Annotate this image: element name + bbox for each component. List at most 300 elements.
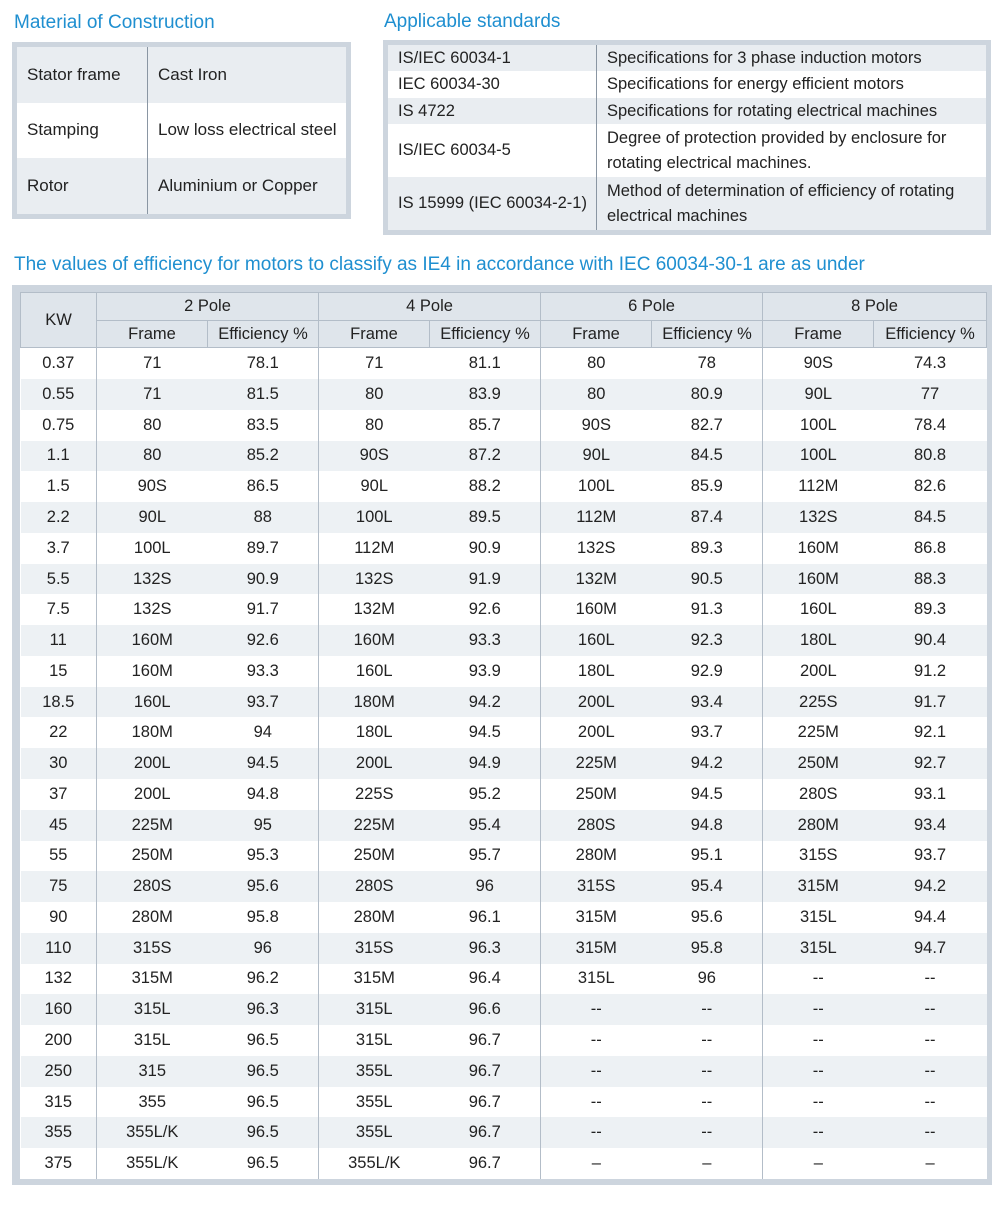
- frame-cell: 280S: [319, 871, 430, 902]
- frame-cell: --: [541, 1117, 652, 1148]
- kw-cell: 0.55: [21, 379, 97, 410]
- frame-cell: 90S: [763, 348, 874, 380]
- table-row: [21, 1087, 987, 1118]
- efficiency-cell: 81.1: [430, 348, 541, 380]
- kw-cell: 355: [21, 1117, 97, 1148]
- frame-cell: 71: [97, 379, 208, 410]
- efficiency-cell: 94.2: [430, 687, 541, 718]
- frame-cell: 112M: [763, 471, 874, 502]
- efficiency-header: Efficiency %: [208, 321, 319, 348]
- efficiency-cell: --: [652, 1117, 763, 1148]
- kw-cell: 110: [21, 933, 97, 964]
- frame-cell: 250M: [97, 841, 208, 872]
- frame-cell: 315L: [541, 964, 652, 995]
- efficiency-cell: –: [874, 1148, 987, 1179]
- table-row: [21, 687, 987, 718]
- standards-row: [388, 71, 986, 97]
- efficiency-cell: 94.9: [430, 748, 541, 779]
- efficiency-cell: 85.2: [208, 441, 319, 472]
- kw-cell: 250: [21, 1056, 97, 1087]
- standard-description: Method of determination of efficiency of rotating electrical machines: [597, 177, 987, 230]
- frame-cell: 80: [319, 410, 430, 441]
- frame-cell: 315M: [97, 964, 208, 995]
- frame-header: Frame: [97, 321, 208, 348]
- efficiency-table-frame: [12, 285, 992, 1185]
- frame-cell: 100L: [319, 502, 430, 533]
- efficiency-cell: 84.5: [874, 502, 987, 533]
- efficiency-cell: 88.2: [430, 471, 541, 502]
- frame-cell: 160M: [319, 625, 430, 656]
- frame-cell: 200L: [97, 779, 208, 810]
- material-table-frame: [12, 42, 351, 219]
- kw-cell: 75: [21, 871, 97, 902]
- efficiency-cell: 87.4: [652, 502, 763, 533]
- material-value: Low loss electrical steel: [158, 120, 337, 140]
- kw-cell: 45: [21, 810, 97, 841]
- efficiency-cell: 92.1: [874, 717, 987, 748]
- table-row: [21, 779, 987, 810]
- efficiency-cell: 85.7: [430, 410, 541, 441]
- efficiency-cell: 96.5: [208, 1148, 319, 1179]
- standard-description: Specifications for rotating electrical machines: [597, 98, 987, 124]
- kw-cell: 375: [21, 1148, 97, 1179]
- efficiency-cell: 93.3: [208, 656, 319, 687]
- frame-cell: 315M: [541, 902, 652, 933]
- frame-cell: –: [541, 1148, 652, 1179]
- frame-cell: 315M: [541, 933, 652, 964]
- frame-cell: 355L: [319, 1056, 430, 1087]
- efficiency-cell: 94.5: [430, 717, 541, 748]
- frame-cell: 200L: [541, 687, 652, 718]
- standards-row: [388, 98, 986, 124]
- kw-cell: 18.5: [21, 687, 97, 718]
- kw-cell: 315: [21, 1087, 97, 1118]
- frame-cell: 315M: [763, 871, 874, 902]
- frame-cell: 132S: [97, 564, 208, 595]
- frame-cell: 315: [97, 1056, 208, 1087]
- frame-cell: 132S: [763, 502, 874, 533]
- frame-cell: 315L: [319, 1025, 430, 1056]
- table-row: [21, 564, 987, 595]
- table-row: [21, 810, 987, 841]
- frame-cell: 160L: [541, 625, 652, 656]
- efficiency-cell: --: [874, 1025, 987, 1056]
- frame-cell: 200L: [97, 748, 208, 779]
- table-row: [21, 1056, 987, 1087]
- efficiency-cell: 96.3: [208, 994, 319, 1025]
- frame-cell: 160L: [763, 594, 874, 625]
- standard-code: IS 15999 (IEC 60034-2-1): [388, 177, 597, 230]
- efficiency-cell: 96: [208, 933, 319, 964]
- efficiency-cell: 96.5: [208, 1025, 319, 1056]
- standard-description: Specifications for energy efficient motors: [607, 75, 904, 94]
- frame-cell: 315S: [541, 871, 652, 902]
- frame-cell: 90S: [97, 471, 208, 502]
- efficiency-cell: 95.3: [208, 841, 319, 872]
- standards-row: [388, 124, 986, 177]
- efficiency-cell: 95.7: [430, 841, 541, 872]
- frame-cell: 132S: [541, 533, 652, 564]
- material-table: [17, 47, 346, 214]
- frame-cell: 100L: [541, 471, 652, 502]
- efficiency-cell: 93.1: [874, 779, 987, 810]
- efficiency-cell: 94: [208, 717, 319, 748]
- frame-cell: 132M: [319, 594, 430, 625]
- frame-cell: 225S: [763, 687, 874, 718]
- efficiency-cell: --: [652, 1087, 763, 1118]
- material-value: Aluminium or Copper: [148, 158, 347, 214]
- frame-cell: 315L: [97, 994, 208, 1025]
- frame-cell: 225M: [97, 810, 208, 841]
- efficiency-cell: 93.9: [430, 656, 541, 687]
- frame-cell: 100L: [763, 441, 874, 472]
- efficiency-cell: 90.4: [874, 625, 987, 656]
- frame-cell: 355L: [319, 1087, 430, 1118]
- efficiency-cell: 90.5: [652, 564, 763, 595]
- efficiency-cell: 90.9: [208, 564, 319, 595]
- frame-cell: 132S: [97, 594, 208, 625]
- material-row: [17, 47, 346, 103]
- efficiency-cell: 89.3: [652, 533, 763, 564]
- efficiency-cell: --: [874, 1056, 987, 1087]
- frame-cell: 160M: [541, 594, 652, 625]
- frame-cell: 280S: [97, 871, 208, 902]
- efficiency-cell: 89.7: [208, 533, 319, 564]
- efficiency-cell: 96.7: [430, 1025, 541, 1056]
- frame-cell: 250M: [541, 779, 652, 810]
- material-row: [17, 103, 346, 159]
- frame-cell: 160M: [763, 533, 874, 564]
- efficiency-cell: 96.5: [208, 1117, 319, 1148]
- efficiency-cell: 95.2: [430, 779, 541, 810]
- material-part: Stator frame: [17, 47, 148, 103]
- efficiency-cell: 77: [874, 379, 987, 410]
- frame-cell: --: [763, 1087, 874, 1118]
- frame-cell: --: [541, 1056, 652, 1087]
- frame-cell: 315S: [97, 933, 208, 964]
- efficiency-cell: 95: [208, 810, 319, 841]
- frame-cell: 160L: [319, 656, 430, 687]
- frame-cell: 160M: [763, 564, 874, 595]
- efficiency-cell: 83.5: [208, 410, 319, 441]
- efficiency-header: Efficiency %: [430, 321, 541, 348]
- efficiency-header: Efficiency %: [652, 321, 763, 348]
- pole-group-header: 6 Pole: [541, 293, 763, 321]
- efficiency-cell: 96.7: [430, 1148, 541, 1179]
- frame-cell: 225M: [319, 810, 430, 841]
- table-row: [21, 748, 987, 779]
- efficiency-cell: 94.5: [208, 748, 319, 779]
- table-row: [21, 410, 987, 441]
- kw-cell: 90: [21, 902, 97, 933]
- frame-cell: 315M: [319, 964, 430, 995]
- efficiency-cell: 96.5: [208, 1087, 319, 1118]
- frame-cell: 225M: [763, 717, 874, 748]
- efficiency-cell: --: [874, 1117, 987, 1148]
- efficiency-cell: 88.3: [874, 564, 987, 595]
- table-row: [21, 933, 987, 964]
- table-row: [21, 1025, 987, 1056]
- standards-table-frame: [383, 40, 991, 235]
- frame-cell: 355L/K: [97, 1117, 208, 1148]
- efficiency-cell: 74.3: [874, 348, 987, 380]
- efficiency-cell: 83.9: [430, 379, 541, 410]
- frame-cell: 355: [97, 1087, 208, 1118]
- efficiency-cell: 92.9: [652, 656, 763, 687]
- efficiency-cell: 91.2: [874, 656, 987, 687]
- kw-cell: 55: [21, 841, 97, 872]
- material-value: Cast Iron: [148, 47, 347, 103]
- frame-cell: 180M: [97, 717, 208, 748]
- pole-group-header: 8 Pole: [763, 293, 987, 321]
- frame-cell: 225M: [541, 748, 652, 779]
- efficiency-cell: 94.8: [652, 810, 763, 841]
- frame-cell: 200L: [541, 717, 652, 748]
- frame-cell: 80: [97, 410, 208, 441]
- table-row: [21, 656, 987, 687]
- frame-cell: 225S: [319, 779, 430, 810]
- efficiency-cell: 94.2: [652, 748, 763, 779]
- frame-cell: 315S: [763, 841, 874, 872]
- kw-cell: 3.7: [21, 533, 97, 564]
- frame-cell: --: [541, 1087, 652, 1118]
- efficiency-cell: 93.7: [652, 717, 763, 748]
- efficiency-cell: 96: [652, 964, 763, 995]
- frame-cell: 200L: [763, 656, 874, 687]
- table-row: [21, 717, 987, 748]
- frame-cell: --: [541, 1025, 652, 1056]
- efficiency-cell: 93.7: [208, 687, 319, 718]
- kw-cell: 160: [21, 994, 97, 1025]
- frame-cell: --: [763, 1025, 874, 1056]
- kw-cell: 2.2: [21, 502, 97, 533]
- standard-code: IS 4722: [388, 98, 597, 124]
- kw-cell: 22: [21, 717, 97, 748]
- standards-table: [388, 45, 986, 230]
- kw-cell: 1.5: [21, 471, 97, 502]
- frame-cell: --: [541, 994, 652, 1025]
- standards-row: [388, 45, 986, 71]
- efficiency-cell: --: [874, 994, 987, 1025]
- efficiency-cell: --: [652, 1025, 763, 1056]
- efficiency-cell: 94.8: [208, 779, 319, 810]
- frame-cell: 90L: [763, 379, 874, 410]
- efficiency-cell: 88: [208, 502, 319, 533]
- material-part: Stamping: [17, 103, 148, 159]
- frame-cell: --: [763, 1117, 874, 1148]
- efficiency-cell: 87.2: [430, 441, 541, 472]
- efficiency-cell: 82.7: [652, 410, 763, 441]
- frame-header: Frame: [763, 321, 874, 348]
- efficiency-cell: 96.2: [208, 964, 319, 995]
- efficiency-cell: 86.5: [208, 471, 319, 502]
- kw-header: KW: [21, 293, 97, 348]
- frame-cell: 90L: [541, 441, 652, 472]
- efficiency-cell: 92.3: [652, 625, 763, 656]
- frame-cell: 250M: [763, 748, 874, 779]
- frame-cell: 80: [541, 379, 652, 410]
- standards-row: [388, 177, 986, 230]
- efficiency-cell: 95.1: [652, 841, 763, 872]
- table-row: [21, 841, 987, 872]
- kw-cell: 37: [21, 779, 97, 810]
- efficiency-cell: 95.4: [652, 871, 763, 902]
- efficiency-cell: 89.5: [430, 502, 541, 533]
- frame-cell: 280M: [97, 902, 208, 933]
- efficiency-cell: 95.4: [430, 810, 541, 841]
- frame-cell: 90S: [541, 410, 652, 441]
- standard-code: IS/IEC 60034-1: [388, 45, 597, 71]
- kw-cell: 132: [21, 964, 97, 995]
- efficiency-cell: 78.1: [208, 348, 319, 380]
- frame-header: Frame: [541, 321, 652, 348]
- material-part: Rotor: [17, 158, 148, 214]
- frame-cell: 355L: [319, 1117, 430, 1148]
- frame-cell: 132S: [319, 564, 430, 595]
- table-row: [21, 441, 987, 472]
- efficiency-cell: 96.4: [430, 964, 541, 995]
- table-row: [21, 625, 987, 656]
- standard-description: Degree of protection provided by enclosure for rotating electrical machines.: [607, 128, 947, 172]
- frame-cell: 180L: [541, 656, 652, 687]
- table-row: [21, 594, 987, 625]
- frame-cell: 100L: [97, 533, 208, 564]
- frame-cell: 90S: [319, 441, 430, 472]
- table-row: [21, 994, 987, 1025]
- frame-cell: 160L: [97, 687, 208, 718]
- standard-code: IS/IEC 60034-5: [388, 124, 597, 177]
- kw-cell: 5.5: [21, 564, 97, 595]
- frame-cell: 90L: [319, 471, 430, 502]
- efficiency-cell: 81.5: [208, 379, 319, 410]
- frame-cell: --: [763, 964, 874, 995]
- table-row: [21, 871, 987, 902]
- efficiency-cell: 80.9: [652, 379, 763, 410]
- efficiency-cell: 85.9: [652, 471, 763, 502]
- material-row: [17, 158, 346, 214]
- efficiency-table: [20, 292, 987, 1179]
- efficiency-cell: 78.4: [874, 410, 987, 441]
- efficiency-cell: 96.5: [208, 1056, 319, 1087]
- standards-title: Applicable standards: [384, 11, 561, 32]
- frame-cell: --: [763, 1056, 874, 1087]
- frame-cell: 112M: [319, 533, 430, 564]
- frame-header: Frame: [319, 321, 430, 348]
- frame-cell: 160M: [97, 625, 208, 656]
- efficiency-cell: 90.9: [430, 533, 541, 564]
- kw-cell: 11: [21, 625, 97, 656]
- frame-cell: 315L: [97, 1025, 208, 1056]
- frame-cell: 90L: [97, 502, 208, 533]
- table-row: [21, 964, 987, 995]
- efficiency-cell: 95.6: [652, 902, 763, 933]
- frame-cell: 315S: [319, 933, 430, 964]
- efficiency-cell: 93.7: [874, 841, 987, 872]
- efficiency-cell: 95.8: [652, 933, 763, 964]
- frame-cell: 71: [319, 348, 430, 380]
- efficiency-cell: 82.6: [874, 471, 987, 502]
- efficiency-cell: --: [874, 964, 987, 995]
- efficiency-cell: --: [652, 1056, 763, 1087]
- frame-cell: --: [763, 994, 874, 1025]
- frame-cell: 80: [319, 379, 430, 410]
- efficiency-cell: 96.6: [430, 994, 541, 1025]
- kw-cell: 200: [21, 1025, 97, 1056]
- table-row: [21, 902, 987, 933]
- efficiency-cell: 89.3: [874, 594, 987, 625]
- efficiency-cell: 95.8: [208, 902, 319, 933]
- frame-cell: 280M: [319, 902, 430, 933]
- efficiency-cell: 80.8: [874, 441, 987, 472]
- efficiency-cell: 78: [652, 348, 763, 380]
- kw-cell: 0.75: [21, 410, 97, 441]
- efficiency-cell: 96.7: [430, 1087, 541, 1118]
- material-title: Material of Construction: [14, 12, 215, 33]
- table-row: [21, 348, 987, 380]
- frame-cell: 280S: [763, 779, 874, 810]
- frame-cell: 315L: [763, 902, 874, 933]
- table-row: [21, 1117, 987, 1148]
- efficiency-cell: 94.4: [874, 902, 987, 933]
- frame-cell: 132M: [541, 564, 652, 595]
- standard-description: Specifications for 3 phase induction motors: [597, 45, 987, 71]
- table-row: [21, 471, 987, 502]
- efficiency-cell: –: [652, 1148, 763, 1179]
- efficiency-cell: 94.7: [874, 933, 987, 964]
- efficiency-cell: 96: [430, 871, 541, 902]
- efficiency-cell: 93.4: [652, 687, 763, 718]
- efficiency-cell: --: [652, 994, 763, 1025]
- frame-cell: 315L: [763, 933, 874, 964]
- efficiency-cell: 91.7: [874, 687, 987, 718]
- frame-cell: 355L/K: [97, 1148, 208, 1179]
- frame-cell: 250M: [319, 841, 430, 872]
- frame-cell: 180M: [319, 687, 430, 718]
- table-row: [21, 502, 987, 533]
- table-row: [21, 379, 987, 410]
- frame-cell: 180L: [763, 625, 874, 656]
- table-row: [21, 533, 987, 564]
- kw-cell: 0.37: [21, 348, 97, 380]
- frame-cell: 160M: [97, 656, 208, 687]
- efficiency-cell: --: [874, 1087, 987, 1118]
- efficiency-cell: 96.3: [430, 933, 541, 964]
- efficiency-cell: 91.3: [652, 594, 763, 625]
- efficiency-cell: 93.3: [430, 625, 541, 656]
- frame-cell: 280M: [541, 841, 652, 872]
- frame-cell: 280S: [541, 810, 652, 841]
- pole-group-header: 4 Pole: [319, 293, 541, 321]
- frame-cell: –: [763, 1148, 874, 1179]
- efficiency-cell: 91.7: [208, 594, 319, 625]
- frame-cell: 71: [97, 348, 208, 380]
- pole-group-header: 2 Pole: [97, 293, 319, 321]
- frame-cell: 315L: [319, 994, 430, 1025]
- frame-cell: 80: [541, 348, 652, 380]
- efficiency-cell: 92.6: [430, 594, 541, 625]
- frame-cell: 180L: [319, 717, 430, 748]
- kw-cell: 30: [21, 748, 97, 779]
- efficiency-cell: 96.7: [430, 1056, 541, 1087]
- efficiency-header: Efficiency %: [874, 321, 987, 348]
- efficiency-cell: 94.2: [874, 871, 987, 902]
- efficiency-cell: 84.5: [652, 441, 763, 472]
- kw-cell: 7.5: [21, 594, 97, 625]
- frame-cell: 280M: [763, 810, 874, 841]
- efficiency-cell: 92.6: [208, 625, 319, 656]
- kw-cell: 15: [21, 656, 97, 687]
- efficiency-cell: 95.6: [208, 871, 319, 902]
